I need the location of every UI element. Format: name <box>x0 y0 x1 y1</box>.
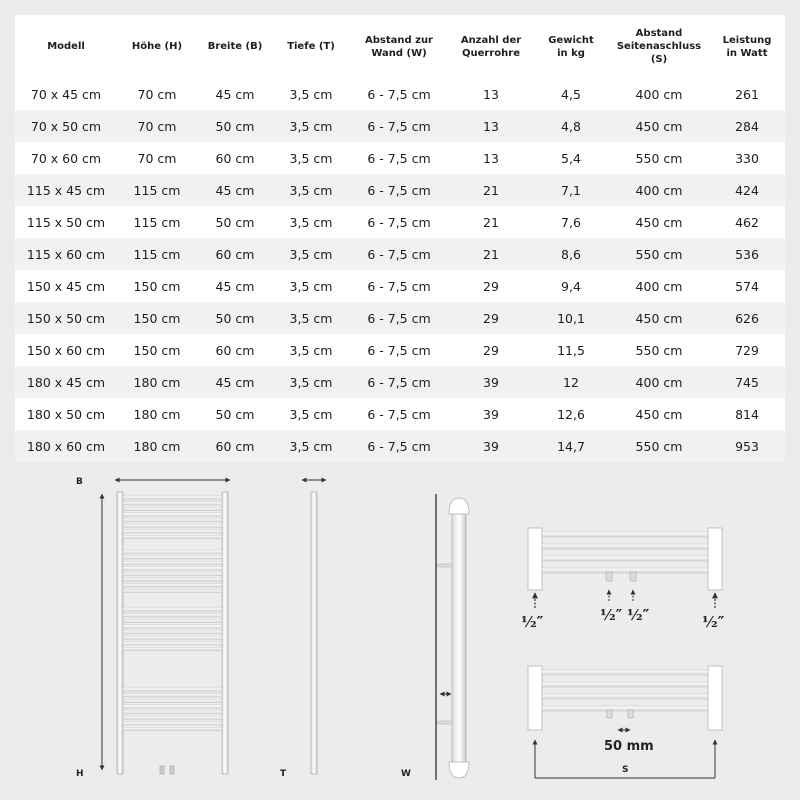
table-cell: 70 cm <box>117 110 197 142</box>
table-cell: 10,1 <box>533 302 609 334</box>
table-cell: 13 <box>449 78 533 110</box>
table-cell: 50 cm <box>197 110 273 142</box>
table-cell: 45 cm <box>197 366 273 398</box>
spacing-valve-2 <box>628 710 633 718</box>
cross-tube <box>123 524 222 527</box>
table-cell: 3,5 cm <box>273 110 349 142</box>
table-cell: 400 cm <box>609 78 709 110</box>
table-header-row <box>15 15 785 78</box>
column-header: Breite (B) <box>197 15 273 78</box>
column-header: Gewicht in kg <box>533 15 609 78</box>
cross-tube <box>123 578 222 581</box>
table-cell: 6 - 7,5 cm <box>349 302 449 334</box>
front-view-radiator <box>76 477 230 779</box>
table-cell: 150 cm <box>117 334 197 366</box>
table-cell: 6 - 7,5 cm <box>349 398 449 430</box>
table-cell: 29 <box>449 270 533 302</box>
valve-right <box>170 766 174 774</box>
column-header: Leistung in Watt <box>709 15 785 78</box>
table-cell: 14,7 <box>533 430 609 462</box>
table-cell: 261 <box>709 78 785 110</box>
spec-table <box>15 15 785 462</box>
connector-valve-2 <box>630 572 636 581</box>
cross-tube <box>123 705 222 708</box>
cross-tube <box>123 619 222 622</box>
table-cell: 45 cm <box>197 270 273 302</box>
table-cell: 330 <box>709 142 785 174</box>
table-row <box>15 110 785 142</box>
connector-label-3: ½″ <box>627 606 650 624</box>
cross-tube <box>123 636 222 639</box>
cross-tube <box>123 556 222 559</box>
table-cell: 6 - 7,5 cm <box>349 206 449 238</box>
table-cell: 60 cm <box>197 238 273 270</box>
column-header: Abstand zur Wand (W) <box>349 15 449 78</box>
table-cell: 45 cm <box>197 78 273 110</box>
table-cell: 6 - 7,5 cm <box>349 430 449 462</box>
table-cell: 21 <box>449 174 533 206</box>
table-cell: 450 cm <box>609 398 709 430</box>
table-cell: 6 - 7,5 cm <box>349 366 449 398</box>
table-cell: 3,5 cm <box>273 366 349 398</box>
table-cell: 536 <box>709 238 785 270</box>
cross-tube <box>123 694 222 697</box>
table-cell: 3,5 cm <box>273 430 349 462</box>
table-cell: 7,1 <box>533 174 609 206</box>
table-cell: 180 cm <box>117 366 197 398</box>
bottom-cap <box>449 762 469 778</box>
bottom-right-rail <box>708 528 722 590</box>
wall-bracket-bottom <box>437 721 452 724</box>
label-height-h: H <box>76 769 84 779</box>
table-cell: 6 - 7,5 cm <box>349 270 449 302</box>
table-cell: 3,5 cm <box>273 334 349 366</box>
connector-label-1: ½″ <box>521 613 544 631</box>
table-row <box>15 398 785 430</box>
cross-tube <box>123 518 222 521</box>
table-cell: 12 <box>533 366 609 398</box>
cross-tube <box>123 550 222 553</box>
table-cell: 21 <box>449 206 533 238</box>
table-row <box>15 238 785 270</box>
table-cell: 60 cm <box>197 334 273 366</box>
column-header: Tiefe (T) <box>273 15 349 78</box>
cross-tube <box>123 608 222 611</box>
label-s: S <box>622 765 629 775</box>
cross-tube <box>123 699 222 702</box>
table-cell: 13 <box>449 110 533 142</box>
column-header: Höhe (H) <box>117 15 197 78</box>
table-cell: 3,5 cm <box>273 78 349 110</box>
table-cell: 4,5 <box>533 78 609 110</box>
radiator-side-pipe <box>452 508 466 764</box>
cross-tube <box>123 513 222 516</box>
table-cell: 626 <box>709 302 785 334</box>
table-cell: 45 cm <box>197 174 273 206</box>
cross-tube <box>123 688 222 691</box>
cross-tube <box>123 716 222 719</box>
valve-left <box>160 766 164 774</box>
wall-bracket-top <box>437 564 452 567</box>
cross-tube <box>123 589 222 592</box>
table-cell: 6 - 7,5 cm <box>349 78 449 110</box>
table-cell: 115 cm <box>117 174 197 206</box>
table-cell: 5,4 <box>533 142 609 174</box>
cross-tube <box>123 561 222 564</box>
table-body <box>15 78 785 462</box>
table-cell: 284 <box>709 110 785 142</box>
table-cell: 50 cm <box>197 302 273 334</box>
table-cell: 3,5 cm <box>273 142 349 174</box>
bottom-view-connectors <box>521 528 725 631</box>
bottom-left-rail <box>528 528 542 590</box>
cross-tube <box>123 647 222 650</box>
bottom-view-spacing <box>528 666 722 778</box>
label-depth-t: T <box>280 769 287 779</box>
table-cell: 13 <box>449 142 533 174</box>
table-cell: 814 <box>709 398 785 430</box>
table-row <box>15 334 785 366</box>
table-cell: 3,5 cm <box>273 302 349 334</box>
table-cell: 180 cm <box>117 398 197 430</box>
table-cell: 450 cm <box>609 206 709 238</box>
table-row <box>15 78 785 110</box>
side-view-wall-distance <box>401 494 469 780</box>
table-cell: 150 x 45 cm <box>15 270 117 302</box>
table-cell: 39 <box>449 430 533 462</box>
cross-tube <box>123 584 222 587</box>
table-cell: 400 cm <box>609 174 709 206</box>
table-cell: 50 cm <box>197 206 273 238</box>
spacing-label: 50 mm <box>604 739 654 754</box>
side-rail <box>311 492 317 774</box>
table-cell: 70 cm <box>117 78 197 110</box>
table-row <box>15 174 785 206</box>
table-cell: 29 <box>449 334 533 366</box>
table-cell: 550 cm <box>609 334 709 366</box>
table-cell: 60 cm <box>197 430 273 462</box>
top-cap <box>449 498 469 514</box>
column-header: Abstand Seitenaschluss (S) <box>609 15 709 78</box>
column-header: Anzahl der Querrohre <box>449 15 533 78</box>
table-cell: 39 <box>449 366 533 398</box>
table-cell: 21 <box>449 238 533 270</box>
cross-tube <box>123 630 222 633</box>
dimension-diagrams <box>0 460 800 800</box>
table-cell: 70 x 45 cm <box>15 78 117 110</box>
table-cell: 729 <box>709 334 785 366</box>
cross-tube <box>123 625 222 628</box>
spacing-valve-1 <box>607 710 612 718</box>
cross-tube <box>123 642 222 645</box>
table-cell: 150 x 60 cm <box>15 334 117 366</box>
table-cell: 953 <box>709 430 785 462</box>
table-cell: 3,5 cm <box>273 398 349 430</box>
table-cell: 180 x 50 cm <box>15 398 117 430</box>
left-rail <box>117 492 123 774</box>
spacing-right-rail <box>708 666 722 730</box>
table-cell: 550 cm <box>609 142 709 174</box>
table-cell: 6 - 7,5 cm <box>349 110 449 142</box>
table-cell: 450 cm <box>609 110 709 142</box>
cross-tube <box>123 496 222 499</box>
table-cell: 115 cm <box>117 238 197 270</box>
table-cell: 462 <box>709 206 785 238</box>
table-row <box>15 366 785 398</box>
cross-tube <box>123 710 222 713</box>
table-cell: 115 x 45 cm <box>15 174 117 206</box>
table-cell: 745 <box>709 366 785 398</box>
table-cell: 4,8 <box>533 110 609 142</box>
label-width-b: B <box>76 477 83 487</box>
cross-tube <box>123 572 222 575</box>
table-cell: 115 cm <box>117 206 197 238</box>
table-cell: 39 <box>449 398 533 430</box>
table-cell: 180 x 60 cm <box>15 430 117 462</box>
table-cell: 60 cm <box>197 142 273 174</box>
table-row <box>15 142 785 174</box>
table-row <box>15 302 785 334</box>
table-cell: 3,5 cm <box>273 270 349 302</box>
table-cell: 150 cm <box>117 270 197 302</box>
table-cell: 3,5 cm <box>273 238 349 270</box>
cross-tube <box>123 727 222 730</box>
label-wall-w: W <box>401 769 411 779</box>
table-row <box>15 206 785 238</box>
table-cell: 6 - 7,5 cm <box>349 238 449 270</box>
table-cell: 3,5 cm <box>273 206 349 238</box>
cross-tube <box>123 535 222 538</box>
table-cell: 550 cm <box>609 238 709 270</box>
table-cell: 6 - 7,5 cm <box>349 142 449 174</box>
right-rail <box>222 492 228 774</box>
connector-label-4: ½″ <box>702 613 725 631</box>
cross-tube <box>123 530 222 533</box>
table-cell: 12,6 <box>533 398 609 430</box>
table-cell: 424 <box>709 174 785 206</box>
cross-tubes <box>123 496 222 731</box>
table-cell: 6 - 7,5 cm <box>349 174 449 206</box>
table-cell: 550 cm <box>609 430 709 462</box>
table-row <box>15 270 785 302</box>
table-cell: 150 x 50 cm <box>15 302 117 334</box>
table-cell: 11,5 <box>533 334 609 366</box>
table-cell: 150 cm <box>117 302 197 334</box>
cross-tube <box>123 722 222 725</box>
table-cell: 8,6 <box>533 238 609 270</box>
table-cell: 180 x 45 cm <box>15 366 117 398</box>
table-cell: 400 cm <box>609 270 709 302</box>
table-cell: 450 cm <box>609 302 709 334</box>
table-row <box>15 430 785 462</box>
connector-valve-1 <box>606 572 612 581</box>
table-cell: 7,6 <box>533 206 609 238</box>
side-view-depth <box>280 480 326 779</box>
table-cell: 180 cm <box>117 430 197 462</box>
table-cell: 70 cm <box>117 142 197 174</box>
cross-tube <box>123 507 222 510</box>
table-cell: 400 cm <box>609 366 709 398</box>
connector-label-2: ½″ <box>600 606 623 624</box>
table-cell: 9,4 <box>533 270 609 302</box>
table-cell: 29 <box>449 302 533 334</box>
cross-tube <box>123 567 222 570</box>
table-cell: 115 x 60 cm <box>15 238 117 270</box>
spacing-left-rail <box>528 666 542 730</box>
table-cell: 6 - 7,5 cm <box>349 334 449 366</box>
cross-tube <box>123 502 222 505</box>
table-cell: 70 x 60 cm <box>15 142 117 174</box>
table-cell: 70 x 50 cm <box>15 110 117 142</box>
table-cell: 574 <box>709 270 785 302</box>
table-cell: 3,5 cm <box>273 174 349 206</box>
table-cell: 115 x 50 cm <box>15 206 117 238</box>
table-cell: 50 cm <box>197 398 273 430</box>
column-header: Modell <box>15 15 117 78</box>
cross-tube <box>123 614 222 617</box>
